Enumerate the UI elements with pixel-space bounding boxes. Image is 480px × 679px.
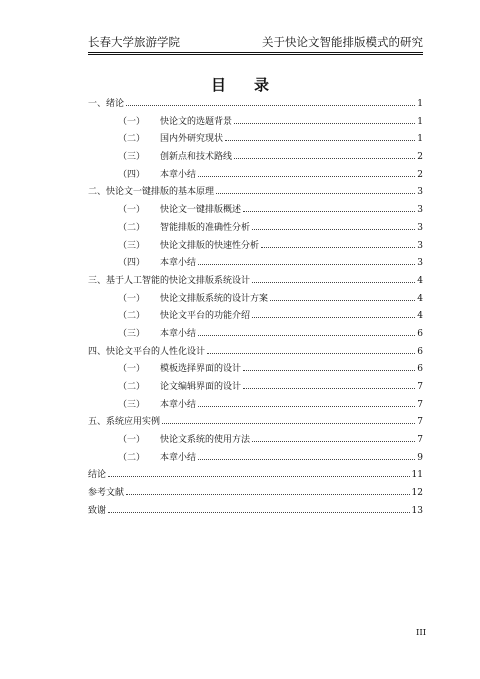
table-of-contents <box>88 96 423 521</box>
toc-dot-leader <box>225 139 415 141</box>
toc-entry-number: （三） <box>118 399 146 410</box>
header-thesis-title: 关于快论文智能排版模式的研究 <box>262 35 423 49</box>
toc-entry[interactable] <box>88 202 423 220</box>
toc-entry-number: （二） <box>118 311 146 322</box>
toc-entry-label: 一、绪论 <box>88 99 125 109</box>
toc-entry[interactable] <box>88 432 423 450</box>
toc-entry-number: （一） <box>118 116 146 127</box>
toc-entry-page: 1 <box>417 134 423 145</box>
toc-entry-page: 2 <box>417 152 423 163</box>
toc-entry-number: （一） <box>118 205 146 216</box>
toc-entry[interactable] <box>88 503 423 521</box>
toc-entry[interactable] <box>88 467 423 485</box>
toc-entry-page: 3 <box>417 240 423 251</box>
toc-entry-label: 快论文系统的使用方法 <box>160 435 251 446</box>
toc-entry[interactable] <box>88 238 423 256</box>
toc-entry[interactable] <box>88 96 423 114</box>
toc-entry-label: 四、快论文平台的人性化设计 <box>88 346 206 357</box>
toc-dot-leader <box>252 440 415 442</box>
toc-entry-label: 五、系统应用实例 <box>88 417 161 428</box>
toc-entry-label: 本章小结 <box>160 169 197 180</box>
toc-entry[interactable] <box>88 220 423 238</box>
toc-entry-label: 本章小结 <box>160 452 197 463</box>
toc-entry-label: 快论文一键排版概述 <box>160 205 242 216</box>
toc-entry-page: 7 <box>417 382 423 392</box>
toc-entry-page: 3 <box>417 258 423 269</box>
toc-entry[interactable] <box>88 149 423 167</box>
toc-entry-label: 创新点和技术路线 <box>160 152 233 163</box>
toc-dot-leader <box>198 175 415 177</box>
toc-entry[interactable] <box>88 379 423 397</box>
toc-dot-leader <box>243 210 415 212</box>
toc-entry-label: 论文编辑界面的设计 <box>160 382 242 392</box>
toc-entry-number: （三） <box>118 240 146 251</box>
toc-entry[interactable] <box>88 485 423 503</box>
toc-entry-number: （二） <box>118 222 146 233</box>
toc-entry[interactable] <box>88 114 423 132</box>
toc-entry[interactable] <box>88 361 423 379</box>
toc-entry[interactable] <box>88 344 423 362</box>
toc-entry-page: 13 <box>411 505 423 516</box>
toc-entry-label: 二、快论文一键排版的基本原理 <box>88 187 215 198</box>
toc-entry-page: 6 <box>417 364 423 375</box>
toc-entry[interactable] <box>88 414 423 432</box>
toc-entry[interactable] <box>88 184 423 202</box>
toc-entry-page: 3 <box>417 187 423 198</box>
toc-entry-label: 结论 <box>88 470 107 481</box>
toc-dot-leader <box>243 369 415 371</box>
toc-entry-label: 致谢 <box>88 505 107 516</box>
toc-dot-leader <box>198 334 415 336</box>
toc-entry-number: （三） <box>118 328 146 339</box>
toc-entry-label: 本章小结 <box>160 258 197 269</box>
toc-entry[interactable] <box>88 131 423 149</box>
header-rule-thick <box>88 52 423 53</box>
toc-entry-label: 快论文排版的快速性分析 <box>160 240 260 251</box>
toc-entry-label: 快论文平台的功能介绍 <box>160 311 251 322</box>
toc-title: 目录 <box>210 76 297 94</box>
toc-entry[interactable] <box>88 273 423 291</box>
toc-entry[interactable] <box>88 255 423 273</box>
toc-entry-label: 快论文排版系统的设计方案 <box>160 293 269 304</box>
toc-dot-leader <box>207 352 415 354</box>
toc-dot-leader <box>216 192 415 194</box>
toc-entry[interactable] <box>88 308 423 326</box>
toc-entry-page: 2 <box>417 169 423 180</box>
toc-entry-page: 3 <box>417 222 423 233</box>
toc-entry-label: 本章小结 <box>160 328 197 339</box>
toc-entry-label: 国内外研究现状 <box>160 134 224 145</box>
toc-entry-number: （三） <box>118 152 146 163</box>
toc-entry-number: （二） <box>118 134 146 145</box>
header-rule-thin <box>88 54 423 55</box>
toc-dot-leader <box>261 246 415 248</box>
toc-entry-page: 7 <box>417 417 423 428</box>
toc-entry[interactable] <box>88 167 423 185</box>
toc-entry-number: （一） <box>118 293 146 304</box>
toc-entry-page: 9 <box>417 452 423 463</box>
toc-dot-leader <box>252 281 415 283</box>
toc-dot-leader <box>108 475 410 477</box>
toc-dot-leader <box>243 387 415 389</box>
toc-entry[interactable] <box>88 291 423 309</box>
toc-entry[interactable] <box>88 326 423 344</box>
toc-entry-page: 4 <box>417 311 423 322</box>
toc-entry-page: 1 <box>417 99 423 109</box>
toc-dot-leader <box>270 299 415 301</box>
toc-entry-page: 3 <box>417 205 423 216</box>
toc-entry-page: 7 <box>417 399 423 410</box>
page-number: III <box>416 628 427 638</box>
toc-entry-page: 6 <box>417 346 423 357</box>
toc-entry-number: （一） <box>118 435 146 446</box>
toc-entry[interactable] <box>88 397 423 415</box>
toc-dot-leader <box>126 493 410 495</box>
toc-entry-label: 模板选择界面的设计 <box>160 364 242 375</box>
toc-entry-label: 快论文的选题背景 <box>160 116 233 127</box>
toc-entry-number: （二） <box>118 382 146 392</box>
toc-dot-leader <box>198 263 415 265</box>
toc-dot-leader <box>162 422 415 424</box>
toc-entry-page: 7 <box>417 435 423 446</box>
toc-dot-leader <box>198 458 415 460</box>
toc-entry-number: （四） <box>118 169 146 180</box>
toc-entry-number: （二） <box>118 452 146 463</box>
toc-dot-leader <box>252 228 415 230</box>
toc-entry-number: （一） <box>118 364 146 375</box>
toc-entry-page: 4 <box>417 293 423 304</box>
toc-entry-label: 智能排版的准确性分析 <box>160 222 251 233</box>
toc-entry-page: 11 <box>411 470 423 481</box>
toc-dot-leader <box>234 157 415 159</box>
toc-dot-leader <box>126 104 415 106</box>
toc-dot-leader <box>198 405 415 407</box>
toc-dot-leader <box>252 316 415 318</box>
toc-dot-leader <box>234 122 415 124</box>
toc-entry-page: 6 <box>417 328 423 339</box>
toc-entry-label: 本章小结 <box>160 399 197 410</box>
toc-entry-page: 1 <box>417 116 423 127</box>
toc-entry-page: 4 <box>417 275 423 286</box>
toc-entry[interactable] <box>88 450 423 468</box>
toc-entry-label: 参考文献 <box>88 488 125 499</box>
toc-entry-label: 三、基于人工智能的快论文排版系统设计 <box>88 275 251 286</box>
header-school: 长春大学旅游学院 <box>88 35 180 49</box>
toc-entry-number: （四） <box>118 258 146 269</box>
page-header <box>88 34 423 50</box>
toc-dot-leader <box>108 511 410 513</box>
toc-entry-page: 12 <box>411 488 423 499</box>
